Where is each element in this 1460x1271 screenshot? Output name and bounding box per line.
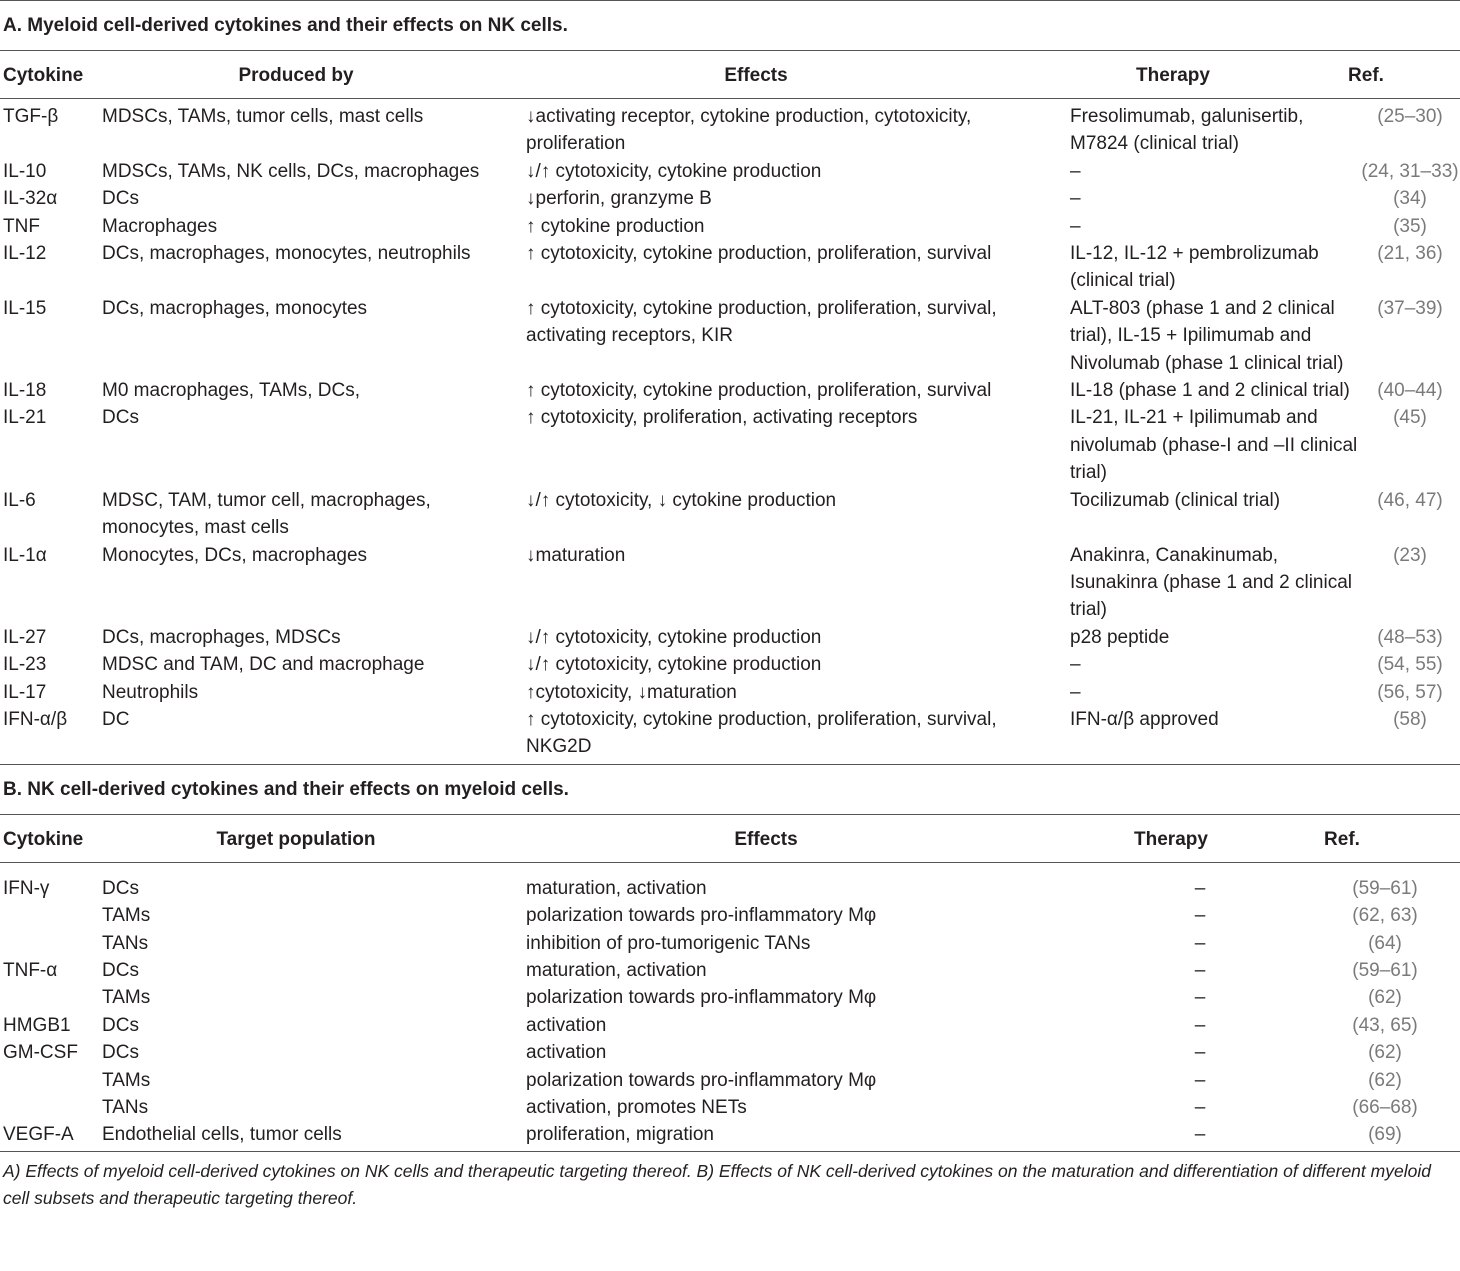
- therapy-cell: –: [1070, 681, 1081, 703]
- therapy-cell: –: [1194, 877, 1206, 899]
- ref-cell: (21, 36): [1377, 243, 1443, 265]
- effects-cell: ↓/↑ cytotoxicity, ↓ cytokine production: [526, 489, 837, 511]
- target-population-cell: DCs: [102, 959, 139, 981]
- ref-cell: (58): [1393, 708, 1427, 730]
- therapy-cell: Fresolimumab, galunisertib, M7824 (clinical trial): [1070, 106, 1304, 155]
- therapy-cell: –: [1194, 932, 1206, 954]
- target-population-cell: TANs: [102, 932, 149, 954]
- table-row: [0, 651, 1460, 678]
- ref-cell: (45): [1393, 407, 1427, 429]
- produced-by-cell: Monocytes, DCs, macrophages: [102, 544, 368, 566]
- table-row: [0, 213, 1460, 240]
- ref-cell: (62): [1368, 1042, 1402, 1064]
- header-effects: Effects: [734, 828, 798, 850]
- cytokine-cell: TGF-β: [3, 106, 59, 127]
- cytokine-cell: [0, 1094, 102, 1121]
- produced-by-cell: DCs, macrophages, monocytes, neutrophils: [102, 243, 471, 265]
- effects-cell: activation: [526, 1014, 607, 1036]
- ref-cell: (35): [1393, 215, 1427, 237]
- section-b-body: [0, 863, 1460, 1151]
- therapy-cell: –: [1070, 215, 1081, 237]
- section-a-body: [0, 99, 1460, 764]
- effects-cell: proliferation, migration: [526, 1124, 714, 1146]
- therapy-cell: –: [1194, 959, 1206, 981]
- therapy-cell: –: [1194, 987, 1206, 1009]
- effects-cell: polarization towards pro-inflammatory Mφ: [526, 905, 877, 927]
- ref-cell: (37–39): [1377, 297, 1443, 319]
- therapy-cell: –: [1194, 1097, 1206, 1118]
- cytokine-cell: VEGF-A: [3, 1124, 74, 1146]
- ref-cell: (59–61): [1352, 959, 1418, 981]
- target-population-cell: TANs: [102, 1097, 149, 1118]
- cytokine-cell: TNF: [3, 215, 40, 237]
- header-therapy: Therapy: [1136, 65, 1210, 86]
- therapy-cell: Tocilizumab (clinical trial): [1070, 489, 1281, 511]
- therapy-cell: ALT-803 (phase 1 and 2 clinical trial), IL-15 + Ipilimumab and Nivolumab (phase 1 clinical trial): [1070, 297, 1344, 374]
- target-population-cell: DCs: [102, 1014, 139, 1036]
- produced-by-cell: MDSCs, TAMs, tumor cells, mast cells: [102, 106, 424, 127]
- header-therapy: Therapy: [1134, 828, 1208, 850]
- effects-cell: ↓perforin, granzyme B: [526, 188, 712, 210]
- cytokine-cell: HMGB1: [3, 1014, 71, 1036]
- therapy-cell: –: [1194, 1014, 1206, 1036]
- ref-cell: (62, 63): [1352, 905, 1418, 927]
- produced-by-cell: MDSCs, TAMs, NK cells, DCs, macrophages: [102, 160, 480, 182]
- effects-cell: activation, promotes NETs: [526, 1097, 747, 1118]
- therapy-cell: IL-18 (phase 1 and 2 clinical trial): [1070, 380, 1350, 402]
- effects-cell: ↑ cytotoxicity, cytokine production, proliferation, survival: [526, 380, 992, 402]
- table-row: [0, 1012, 1460, 1039]
- effects-cell: ↓/↑ cytotoxicity, cytokine production: [526, 654, 822, 676]
- effects-cell: ↑ cytotoxicity, proliferation, activating receptors: [526, 407, 918, 429]
- header-target-population: Target population: [216, 828, 376, 850]
- effects-cell: ↓maturation: [526, 544, 626, 566]
- header-ref: Ref.: [1324, 828, 1360, 850]
- header-cytokine: Cytokine: [3, 65, 84, 86]
- therapy-cell: –: [1070, 188, 1081, 210]
- table-row: [0, 103, 1460, 158]
- therapy-cell: –: [1194, 905, 1206, 927]
- table-caption: A) Effects of myeloid cell-derived cytokines on NK cells and therapeutic targeting thereof. B) Effects of NK cell-derived cytokines on the maturation and differentiation of different myeloid cell subsets and therapeutic targeting thereof.: [3, 1160, 1431, 1208]
- table-row: [0, 875, 1460, 902]
- cytokine-cell: [0, 984, 102, 1011]
- section-a-title: A. Myeloid cell-derived cytokines and their effects on NK cells.: [3, 15, 568, 36]
- effects-cell: polarization towards pro-inflammatory Mφ: [526, 987, 877, 1009]
- effects-cell: ↑ cytotoxicity, cytokine production, proliferation, survival: [526, 243, 992, 265]
- table-row: [0, 1094, 1460, 1121]
- produced-by-cell: M0 macrophages, TAMs, DCs,: [102, 380, 360, 402]
- cytokine-cell: [0, 930, 102, 957]
- therapy-cell: p28 peptide: [1070, 626, 1170, 648]
- table-row: [0, 902, 1460, 929]
- effects-cell: ↑ cytotoxicity, cytokine production, proliferation, survival, NKG2D: [526, 708, 997, 758]
- ref-cell: (46, 47): [1377, 489, 1443, 511]
- effects-cell: inhibition of pro-tumorigenic TANs: [526, 932, 811, 954]
- cytokine-cell: IL-15: [3, 297, 47, 319]
- ref-cell: (62): [1368, 987, 1402, 1009]
- target-population-cell: DCs: [102, 877, 139, 899]
- table-row: [0, 377, 1460, 404]
- ref-cell: (23): [1393, 544, 1427, 566]
- effects-cell: activation: [526, 1042, 607, 1064]
- produced-by-cell: MDSC and TAM, DC and macrophage: [102, 654, 425, 676]
- therapy-cell: –: [1194, 1069, 1206, 1091]
- ref-cell: (34): [1393, 188, 1427, 210]
- ref-cell: (48–53): [1377, 626, 1443, 648]
- ref-cell: (24, 31–33): [1361, 160, 1459, 182]
- table-row: [0, 1039, 1460, 1066]
- table-row: [0, 984, 1460, 1011]
- target-population-cell: DCs: [102, 1042, 139, 1064]
- cytokine-cell: IL-27: [3, 626, 47, 648]
- cytokine-cell: IL-6: [3, 489, 36, 511]
- cytokine-cell: GM-CSF: [3, 1042, 78, 1064]
- cytokine-cell: [0, 1067, 102, 1094]
- ref-cell: (59–61): [1352, 877, 1418, 899]
- table-row: [0, 930, 1460, 957]
- cytokine-cell: TNF-α: [3, 959, 58, 981]
- therapy-cell: –: [1194, 1042, 1206, 1064]
- effects-cell: ↓activating receptor, cytokine production, cytotoxicity, proliferation: [526, 106, 972, 155]
- table-row: [0, 487, 1460, 542]
- header-cytokine: Cytokine: [3, 828, 84, 850]
- table-row: [0, 542, 1460, 624]
- table-row: [0, 295, 1460, 377]
- cytokine-cell: [0, 902, 102, 929]
- table-row: [0, 957, 1460, 984]
- ref-cell: (66–68): [1352, 1097, 1418, 1118]
- cytokine-cell: IL-18: [3, 380, 47, 402]
- cytokine-cell: IFN-α/β: [3, 708, 68, 730]
- target-population-cell: TAMs: [102, 905, 151, 927]
- cytokine-cell: IL-32α: [3, 188, 58, 210]
- table-row: [0, 158, 1460, 185]
- target-population-cell: Endothelial cells, tumor cells: [102, 1124, 342, 1146]
- produced-by-cell: DC: [102, 708, 130, 730]
- effects-cell: ↓/↑ cytotoxicity, cytokine production: [526, 626, 822, 648]
- header-produced-by: Produced by: [238, 65, 354, 86]
- target-population-cell: TAMs: [102, 987, 151, 1009]
- cytokine-cell: IL-21: [3, 407, 47, 429]
- table-row: [0, 404, 1460, 486]
- therapy-cell: IL-12, IL-12 + pembrolizumab (clinical trial): [1070, 243, 1319, 292]
- ref-cell: (64): [1368, 932, 1402, 954]
- table-row: [0, 185, 1460, 212]
- produced-by-cell: DCs: [102, 188, 139, 210]
- ref-cell: (62): [1368, 1069, 1402, 1091]
- header-effects: Effects: [724, 65, 788, 86]
- effects-cell: maturation, activation: [526, 877, 707, 899]
- therapy-cell: –: [1194, 1124, 1206, 1146]
- cytokine-cell: IL-23: [3, 654, 47, 676]
- therapy-cell: IL-21, IL-21 + Ipilimumab and nivolumab (phase-I and –II clinical trial): [1070, 407, 1358, 484]
- ref-cell: (43, 65): [1352, 1014, 1418, 1036]
- produced-by-cell: Neutrophils: [102, 681, 199, 703]
- header-ref: Ref.: [1348, 65, 1384, 86]
- target-population-cell: TAMs: [102, 1069, 151, 1091]
- produced-by-cell: DCs, macrophages, MDSCs: [102, 626, 341, 648]
- section-a-header-row: [0, 51, 1460, 98]
- produced-by-cell: Macrophages: [102, 215, 218, 237]
- produced-by-cell: DCs, macrophages, monocytes: [102, 297, 368, 319]
- table-row: [0, 624, 1460, 651]
- therapy-cell: –: [1070, 160, 1081, 182]
- cytokine-cell: IL-12: [3, 243, 47, 265]
- produced-by-cell: DCs: [102, 407, 139, 429]
- therapy-cell: –: [1070, 654, 1081, 676]
- table-row: [0, 679, 1460, 706]
- effects-cell: ↑cytotoxicity, ↓maturation: [526, 681, 737, 703]
- section-b-title: B. NK cell-derived cytokines and their effects on myeloid cells.: [3, 778, 569, 800]
- table-row: [0, 1121, 1460, 1148]
- produced-by-cell: MDSC, TAM, tumor cell, macrophages, monocytes, mast cells: [102, 489, 431, 539]
- ref-cell: (56, 57): [1377, 681, 1443, 703]
- ref-cell: (69): [1368, 1124, 1402, 1146]
- cytokine-cell: IFN-γ: [3, 877, 50, 899]
- therapy-cell: IFN-α/β approved: [1070, 708, 1219, 730]
- effects-cell: maturation, activation: [526, 959, 707, 981]
- ref-cell: (25–30): [1377, 106, 1443, 127]
- effects-cell: ↑ cytotoxicity, cytokine production, proliferation, survival, activating receptors, KIR: [526, 297, 997, 347]
- therapy-cell: Anakinra, Canakinumab, Isunakinra (phase 1 and 2 clinical trial): [1070, 544, 1353, 621]
- effects-cell: ↑ cytokine production: [526, 215, 705, 237]
- table-row: [0, 1067, 1460, 1094]
- ref-cell: (54, 55): [1377, 654, 1443, 676]
- cytokine-cell: IL-17: [3, 681, 47, 703]
- table-row: [0, 706, 1460, 761]
- section-b-header-row: [0, 815, 1460, 862]
- ref-cell: (40–44): [1377, 380, 1443, 402]
- effects-cell: polarization towards pro-inflammatory Mφ: [526, 1069, 877, 1091]
- effects-cell: ↓/↑ cytotoxicity, cytokine production: [526, 160, 822, 182]
- table-row: [0, 240, 1460, 295]
- cytokine-cell: IL-10: [3, 160, 47, 182]
- cytokine-cell: IL-1α: [3, 544, 47, 566]
